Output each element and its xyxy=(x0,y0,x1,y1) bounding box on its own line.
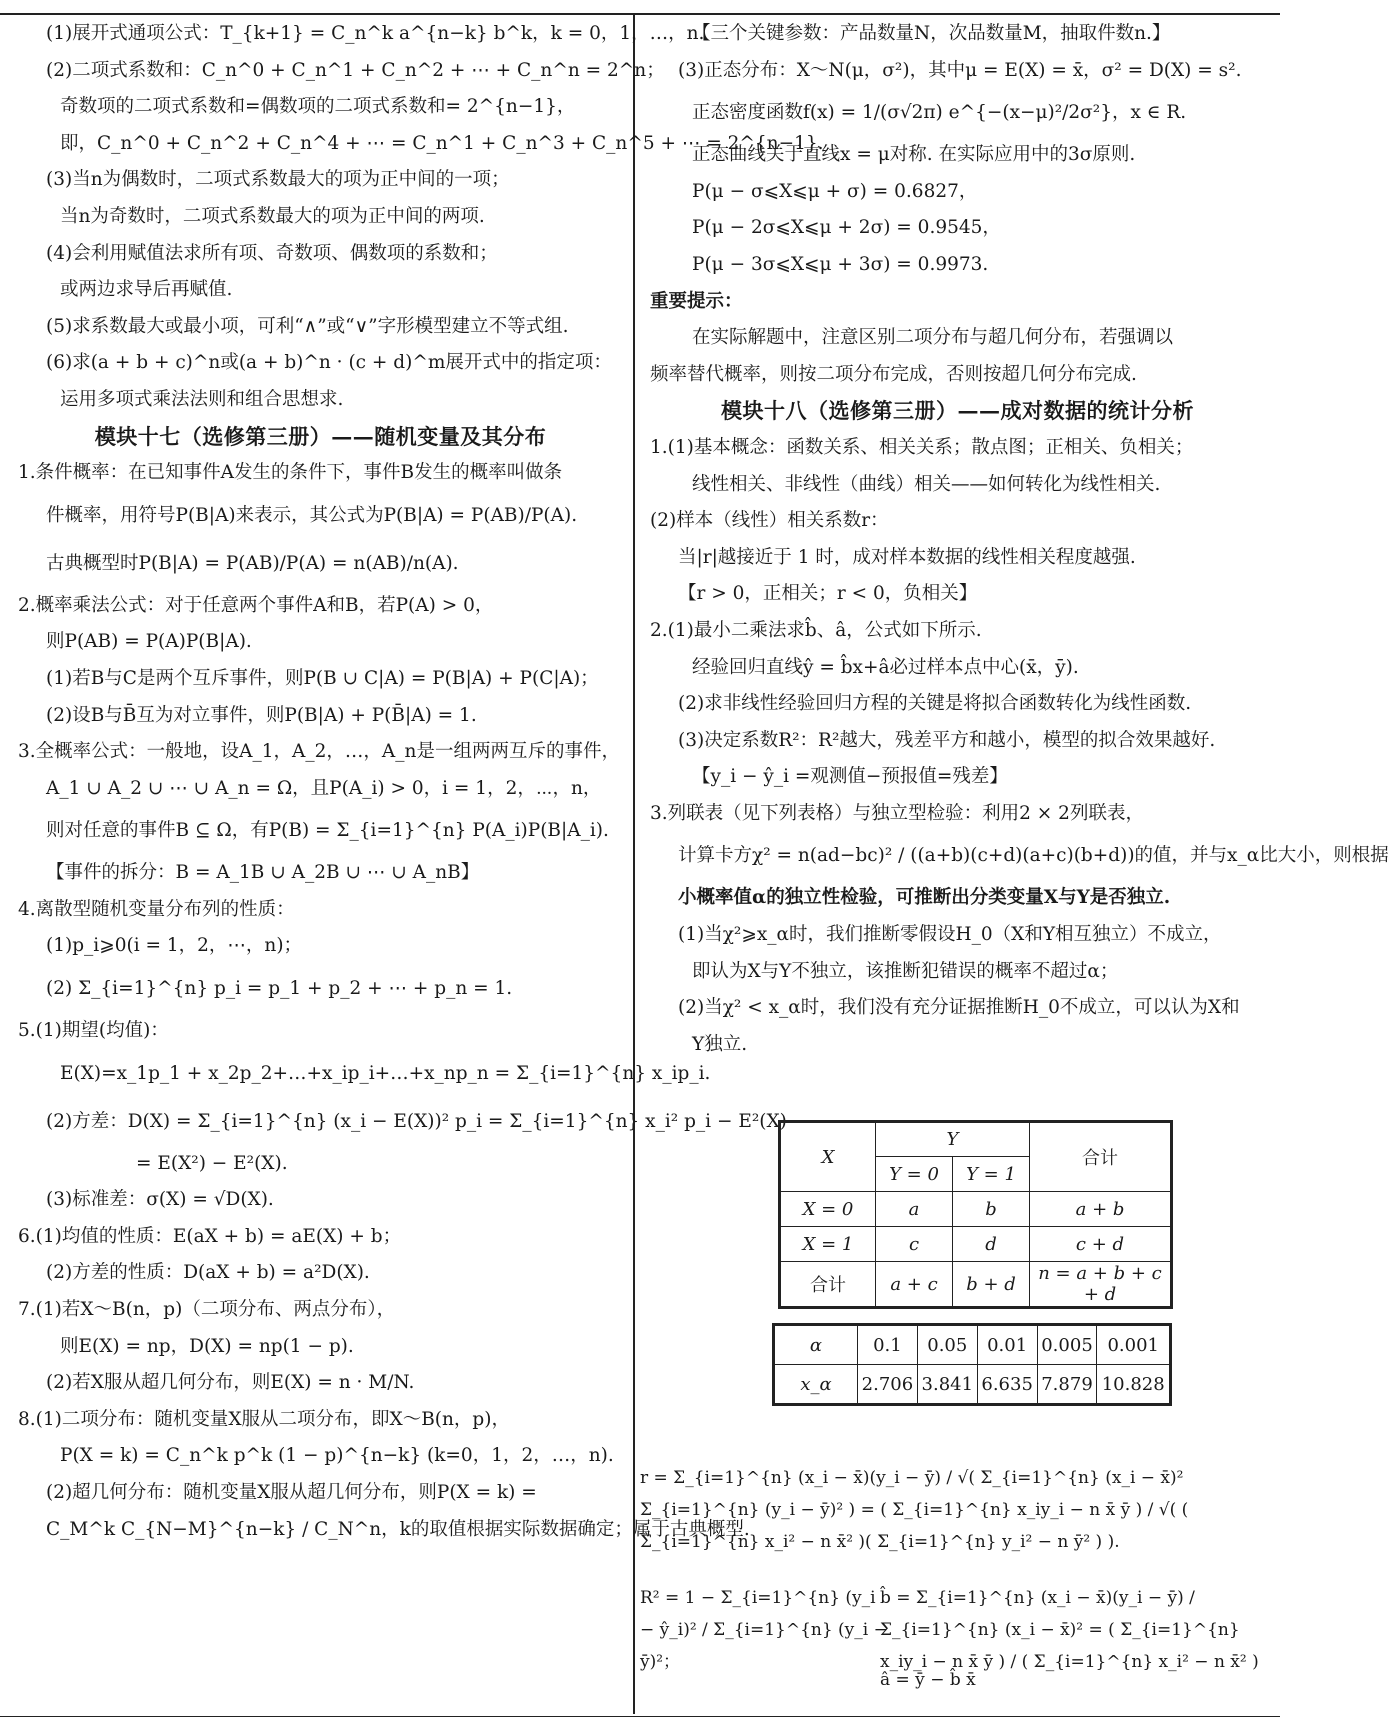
table-cell: c + d xyxy=(1030,1227,1172,1262)
text-line: (3)标准差：σ(X) = √D(X). xyxy=(46,1189,274,1211)
table-cell: a xyxy=(876,1192,953,1227)
formula-r: r = Σ_{i=1}^{n} (x_i − x̄)(y_i − ȳ) / √( Σ_{i=1}^{n} (x_i − x̄)² Σ_{i=1}^{n} (y_i − ȳ)² ) = ( Σ_{i=1}^{n} x_iy_i − n x̄ ȳ ) / √( ( Σ_{i=1}^{n} x_i² − n x̄² )( Σ_{i=1}^{n} y_i² − n ȳ² ) ). xyxy=(640,1468,1189,1552)
table-header: Y = 0 xyxy=(876,1157,953,1192)
text-line: (3)正态分布：X～N(μ，σ²)，其中μ = E(X) = x̄，σ² = D(X) = s². xyxy=(678,59,1242,81)
text-line: P(μ − σ⩽X⩽μ + σ) = 0.6827， xyxy=(692,180,978,202)
table-cell: n = a + b + c + d xyxy=(1030,1262,1172,1308)
text-line: 小概率值α的独立性检验，可推断出分类变量X与Y是否独立. xyxy=(678,887,1171,909)
table-cell: 7.879 xyxy=(1037,1365,1097,1405)
text-line: (4)会利用赋值法求所有项、奇数项、偶数项的系数和； xyxy=(46,242,498,264)
table-header: 合计 xyxy=(1030,1122,1172,1192)
table-cell: a + b xyxy=(1030,1192,1172,1227)
text-line: (2)求非线性经验回归方程的关键是将拟合函数转化为线性函数. xyxy=(678,693,1192,715)
tip-label: 重要提示： xyxy=(650,290,743,312)
text-line: A_1 ∪ A_2 ∪ ⋯ ∪ A_n = Ω，且P(A_i) > 0，i = 1，2，⋯，n， xyxy=(46,777,602,799)
table-cell: 0.01 xyxy=(977,1325,1037,1365)
text-line: (2)方差的性质：D(aX + b) = a²D(X). xyxy=(46,1262,370,1284)
text-line: 件概率，用符号P(B|A)来表示，其公式为P(B|A) = P(AB)/P(A). xyxy=(46,504,578,526)
text-line: 6.(1)均值的性质：E(aX + b) = aE(X) + b； xyxy=(18,1225,402,1247)
table-cell: c xyxy=(876,1227,953,1262)
text-line: 线性相关、非线性（曲线）相关——如何转化为线性相关. xyxy=(692,473,1161,495)
formula-r-squared: R² = 1 − Σ_{i=1}^{n} (y_i − ŷ_i)² / Σ_{i=1}^{n} (y_i − ȳ)²； xyxy=(640,1588,888,1672)
text-line: 【y_i − ŷ_i =观测值−预报值=残差】 xyxy=(692,766,1008,788)
text-line: P(μ − 2σ⩽X⩽μ + 2σ) = 0.9545， xyxy=(692,217,1001,239)
critical-value-table xyxy=(772,1323,1172,1406)
column-divider xyxy=(633,14,635,1714)
text-line: 3.列联表（见下列表格）与独立型检验：利用2 × 2列联表， xyxy=(650,802,1144,824)
text-line: 5.(1)期望(均值)： xyxy=(18,1020,169,1042)
text-line: (6)求(a + b + c)^n或(a + b)^n · (c + d)^m展开式中的指定项： xyxy=(46,352,612,374)
text-line: (1)展开式通项公式：T_{k+1} = C_n^k a^{n−k} b^k，k = 0，1，…，n. xyxy=(46,23,705,44)
text-line: 频率替代概率，则按二项分布完成，否则按超几何分布完成. xyxy=(650,363,1137,385)
text-line: 运用多项式乘法法则和组合思想求. xyxy=(60,388,344,410)
table-header: Y xyxy=(876,1122,1030,1157)
table-cell: 0.1 xyxy=(858,1325,918,1365)
table-cell: 0.001 xyxy=(1097,1325,1171,1365)
formula-b-hat: b̂ = Σ_{i=1}^{n} (x_i − x̄)(y_i − ȳ) / Σ_{i=1}^{n} (x_i − x̄)² = ( Σ_{i=1}^{n} x_iy_i − n x̄ ȳ ) / ( Σ_{i=1}^{n} x_i² − n x̄² ) xyxy=(880,1588,1259,1672)
text-line: 即认为X与Y不独立，该推断犯错误的概率不超过α； xyxy=(692,960,1119,982)
table-cell: 10.828 xyxy=(1097,1365,1171,1405)
bottom-rule xyxy=(0,1716,1280,1717)
text-line: (1)当χ²⩾x_α时，我们推断零假设H_0（X和Y相互独立）不成立， xyxy=(678,924,1222,946)
right-column xyxy=(650,16,1389,1063)
text-line: = E(X²) − E²(X). xyxy=(136,1152,288,1174)
table-cell: 3.841 xyxy=(917,1365,977,1405)
text-line: 当|r|越接近于 1 时，成对样本数据的线性相关程度越强. xyxy=(678,546,1136,568)
text-line: E(X)=x_1p_1 + x_2p_2+…+x_ip_i+…+x_np_n = Σ_{i=1}^{n} x_ip_i. xyxy=(60,1062,711,1084)
table-cell: 6.635 xyxy=(977,1365,1037,1405)
text-line: (2)当χ² < x_α时，我们没有充分证据推断H_0不成立，可以认为X和 xyxy=(678,997,1240,1019)
table-corner: X xyxy=(780,1122,876,1192)
table-cell: b xyxy=(953,1192,1030,1227)
text-line: 2.(1)最小二乘法求b̂、â，公式如下所示. xyxy=(650,619,982,641)
text-line: (2)样本（线性）相关系数r： xyxy=(650,510,889,532)
table-cell: X = 0 xyxy=(780,1192,876,1227)
text-line: P(μ − 3σ⩽X⩽μ + 3σ) = 0.9973. xyxy=(692,253,989,275)
text-line: Y独立. xyxy=(692,1033,748,1055)
table-header: α xyxy=(774,1325,858,1365)
text-line: 3.全概率公式：一般地，设A_1，A_2，…，A_n是一组两两互斥的事件， xyxy=(18,741,620,763)
text-line: 2.概率乘法公式：对于任意两个事件A和B，若P(A) > 0， xyxy=(18,594,494,616)
text-line: 【事件的拆分：B = A_1B ∪ A_2B ∪ ⋯ ∪ A_nB】 xyxy=(46,862,480,884)
formula-a-hat: â = ȳ − b̂ x̄ xyxy=(880,1670,976,1690)
text-line: 或两边求导后再赋值. xyxy=(60,279,233,301)
table-header: Y = 1 xyxy=(953,1157,1030,1192)
text-line: 计算卡方χ² = n(ad−bc)² / ((a+b)(c+d)(a+c)(b+d))的值，并与x_α比大小，则根据 xyxy=(678,845,1389,867)
text-line: 则对任意的事件B ⊆ Ω，有P(B) = Σ_{i=1}^{n} P(A_i)P(B|A_i). xyxy=(46,820,609,842)
table-cell: d xyxy=(953,1227,1030,1262)
table-cell: 2.706 xyxy=(858,1365,918,1405)
text-line: 正态密度函数f(x) = 1/(σ√2π) e^{−(x−μ)²/2σ²}，x ∈ R. xyxy=(692,102,1187,124)
table-cell: 合计 xyxy=(780,1262,876,1308)
table-cell: b + d xyxy=(953,1262,1030,1308)
text-line: 4.离散型随机变量分布列的性质： xyxy=(18,898,295,920)
table-header: x_α xyxy=(774,1365,858,1405)
text-line: 经验回归直线ŷ = b̂x+â必过样本点中心(x̄，ȳ). xyxy=(692,656,1079,678)
text-line: 古典概型时P(B|A) = P(AB)/P(A) = n(AB)/n(A). xyxy=(46,552,459,574)
text-line: (2)二项式系数和：C_n^0 + C_n^1 + C_n^2 + ⋯ + C_n^n = 2^n； xyxy=(46,59,665,81)
text-line: 则E(X) = np，D(X) = np(1 − p). xyxy=(60,1335,354,1357)
text-line: 即，C_n^0 + C_n^2 + C_n^4 + ⋯ = C_n^1 + C_n^3 + C_n^5 + ⋯ = 2^{n−1}. xyxy=(60,132,824,154)
section-heading: 模块十八（选修第三册）——成对数据的统计分析 xyxy=(721,398,1194,424)
text-line: 【r > 0，正相关；r < 0，负相关】 xyxy=(678,583,978,605)
text-line: (3)决定系数R²：R²越大，残差平方和越小，模型的拟合效果越好. xyxy=(678,729,1216,751)
text-line: 【三个关键参数：产品数量N，次品数量M，抽取件数n.】 xyxy=(692,23,1171,44)
text-line: 正态曲线关于直线x = μ对称. 在实际应用中的3σ原则. xyxy=(692,144,1136,166)
text-line: 1.条件概率：在已知事件A发生的条件下，事件B发生的概率叫做条 xyxy=(18,462,563,484)
text-line: 当n为奇数时，二项式系数最大的项为正中间的两项. xyxy=(60,205,485,227)
text-line: (2)若X服从超几何分布，则E(X) = n · M/N. xyxy=(46,1372,415,1394)
text-line: (5)求系数最大或最小项，可利“∧”或“∨”字形模型建立不等式组. xyxy=(46,315,569,337)
text-line: (1)p_i⩾0(i = 1，2，⋯，n)； xyxy=(46,935,303,957)
text-line: (2) Σ_{i=1}^{n} p_i = p_1 + p_2 + ⋯ + p_n = 1. xyxy=(46,978,513,1000)
text-line: (2)设B与B̄互为对立事件，则P(B|A) + P(B̄|A) = 1. xyxy=(46,704,477,726)
text-line: 则P(AB) = P(A)P(B|A). xyxy=(46,631,252,653)
table-cell: a + c xyxy=(876,1262,953,1308)
text-line: (3)当n为偶数时，二项式系数最大的项为正中间的一项； xyxy=(46,169,510,191)
text-line: 7.(1)若X～B(n，p)（二项分布、两点分布）， xyxy=(18,1299,396,1321)
table-cell: X = 1 xyxy=(780,1227,876,1262)
text-line: C_M^k C_{N−M}^{n−k} / C_N^n，k的取值根据实际数据确定；属于古典概型. xyxy=(46,1518,750,1540)
text-line: P(X = k) = C_n^k p^k (1 − p)^{n−k} (k=0，1，2，…，n). xyxy=(60,1445,614,1467)
top-rule xyxy=(0,13,1280,15)
table-cell: 0.05 xyxy=(917,1325,977,1365)
text-line: 奇数项的二项式系数和=偶数项的二项式系数和= 2^{n−1}， xyxy=(60,96,576,118)
text-line: 在实际解题中，注意区别二项分布与超几何分布，若强调以 xyxy=(692,327,1174,349)
section-heading: 模块十七（选修第三册）——随机变量及其分布 xyxy=(94,423,547,449)
text-line: (1)若B与C是两个互斥事件，则P(B ∪ C|A) = P(B|A) + P(C|A)； xyxy=(46,667,599,689)
text-line: 1.(1)基本概念：函数关系、相关关系；散点图；正相关、负相关； xyxy=(650,436,1194,458)
table-cell: 0.005 xyxy=(1037,1325,1097,1365)
text-line: (2)超几何分布：随机变量X服从超几何分布，则P(X = k) = xyxy=(46,1482,537,1503)
text-line: (2)方差：D(X) = Σ_{i=1}^{n} (x_i − E(X))² p_i = Σ_{i=1}^{n} x_i² p_i − E²(X) xyxy=(46,1110,787,1132)
text-line: 8.(1)二项分布：随机变量X服从二项分布，即X～B(n，p)， xyxy=(18,1408,510,1430)
contingency-table xyxy=(778,1120,1173,1309)
